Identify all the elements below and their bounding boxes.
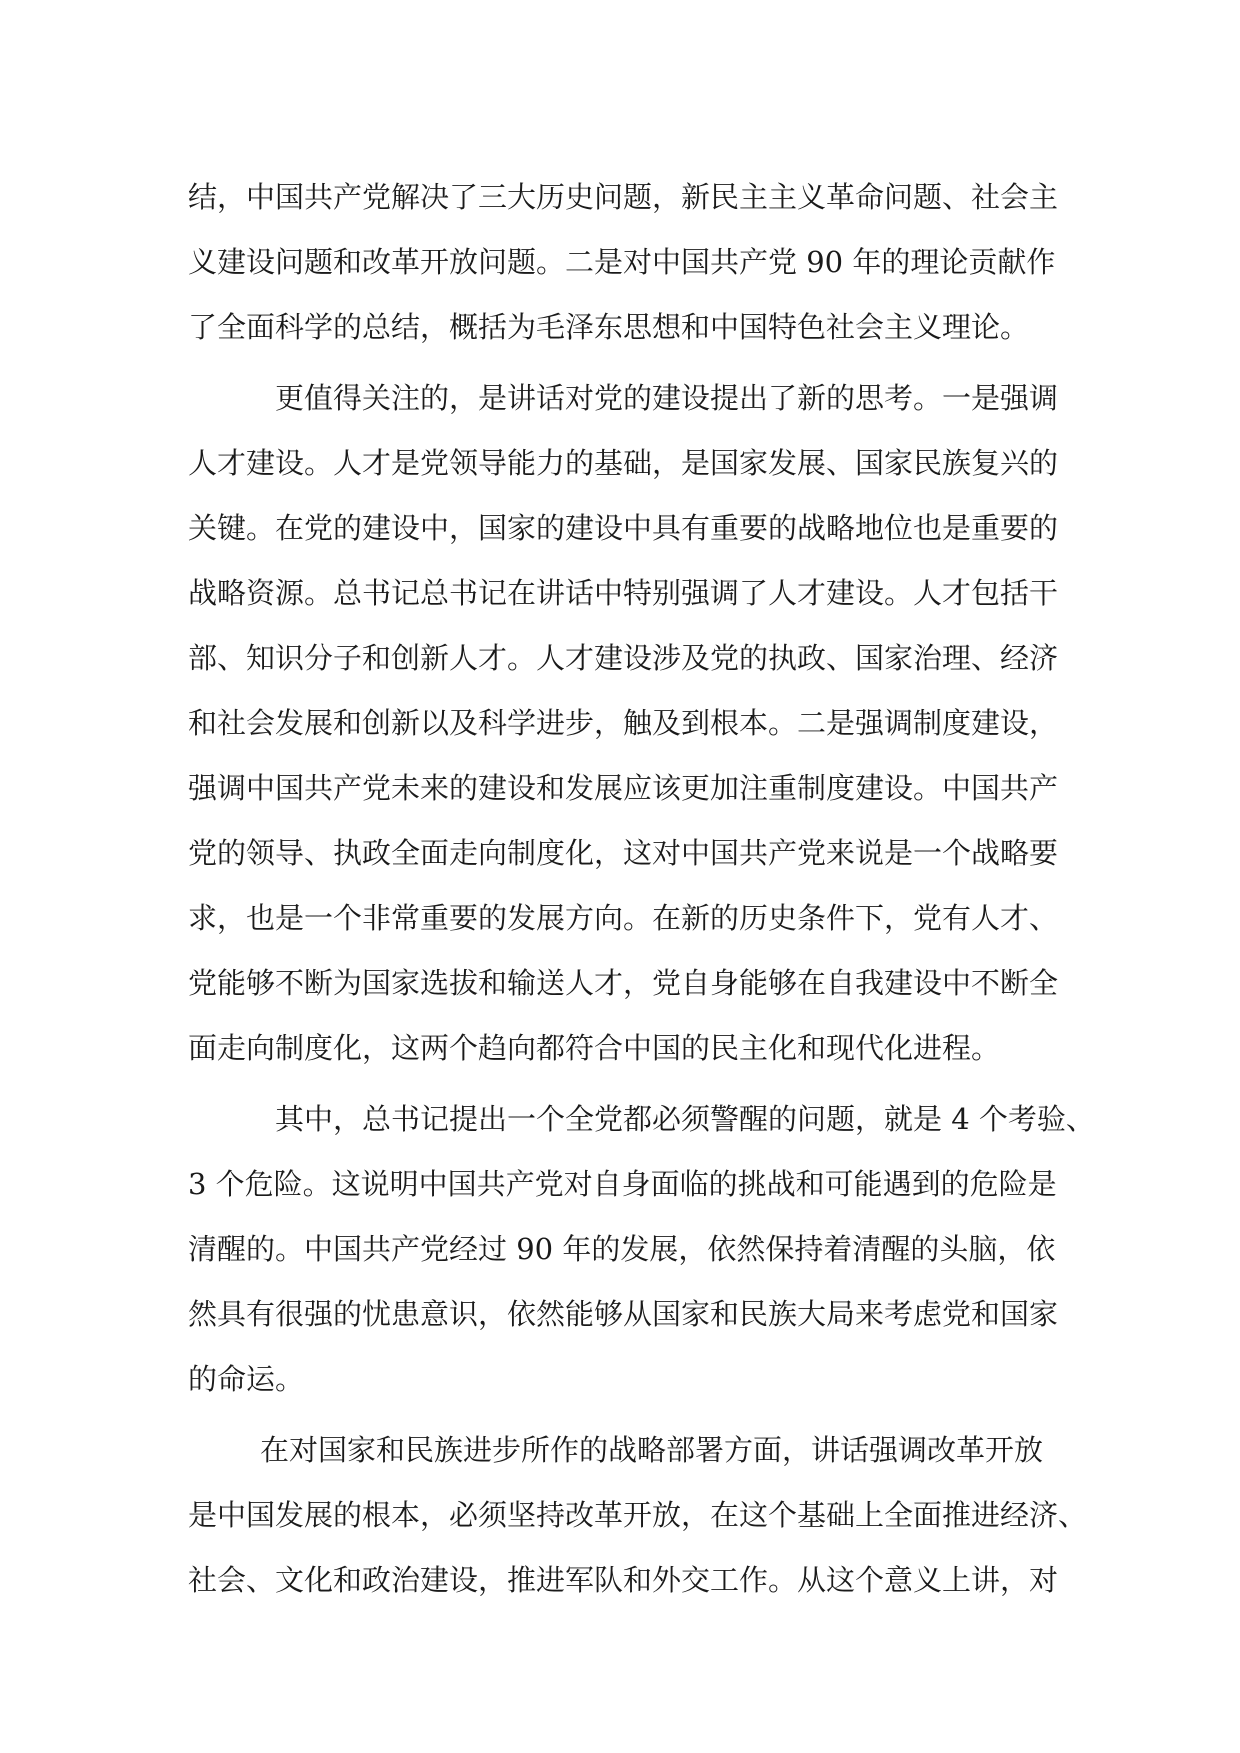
text-line [0, 1482, 1240, 1548]
text-line [0, 1015, 1240, 1081]
text-line [0, 820, 1240, 886]
paragraph-first-line [0, 365, 1240, 431]
text-line-content: 战略资源。总书记总书记在讲话中特别强调了人才建设。人才包括干 [188, 576, 1059, 610]
text-line-content: 清醒的。中国共产党经过 90 年的发展，依然保持着清醒的头脑，依 [188, 1232, 1056, 1266]
paragraph-first-line [0, 1417, 1240, 1483]
text-line-content: 关键。在党的建设中，国家的建设中具有重要的战略地位也是重要的 [188, 511, 1059, 545]
text-line-content: 在对国家和民族进步所作的战略部署方面，讲话强调改革开放 [260, 1433, 1044, 1467]
text-line-content: 其中，总书记提出一个全党都必须警醒的问题，就是 4 个考验、 [275, 1102, 1095, 1136]
text-line-content: 社会、文化和政治建设，推进军队和外交工作。从这个意义上讲，对 [188, 1563, 1059, 1597]
text-line [0, 950, 1240, 1016]
text-line-content: 部、知识分子和创新人才。人才建设涉及党的执政、国家治理、经济 [188, 641, 1059, 675]
text-line-content: 和社会发展和创新以及科学进步，触及到根本。二是强调制度建设， [188, 706, 1059, 740]
text-line [0, 229, 1240, 295]
text-line [0, 755, 1240, 821]
text-line-content: 了全面科学的总结，概括为毛泽东思想和中国特色社会主义理论。 [188, 310, 1030, 344]
text-line [0, 1281, 1240, 1347]
text-line [0, 495, 1240, 561]
text-line [0, 690, 1240, 756]
text-line-content: 强调中国共产党未来的建设和发展应该更加注重制度建设。中国共产 [188, 771, 1059, 805]
text-line-content: 的命运。 [188, 1362, 305, 1396]
text-line-content: 是中国发展的根本，必须坚持改革开放，在这个基础上全面推进经济、 [188, 1498, 1088, 1532]
text-line [0, 1346, 1240, 1412]
text-line-content: 党能够不断为国家选拔和输送人才，党自身能够在自我建设中不断全 [188, 966, 1059, 1000]
text-line [0, 1151, 1240, 1217]
text-line [0, 1216, 1240, 1282]
text-line-content: 然具有很强的忧患意识，依然能够从国家和民族大局来考虑党和国家 [188, 1297, 1059, 1331]
text-line [0, 430, 1240, 496]
text-line [0, 885, 1240, 951]
text-line [0, 625, 1240, 691]
text-line-content: 求，也是一个非常重要的发展方向。在新的历史条件下，党有人才、 [188, 901, 1059, 935]
text-line [0, 1547, 1240, 1613]
text-line [0, 294, 1240, 360]
text-line [0, 560, 1240, 626]
text-line-content: 面走向制度化，这两个趋向都符合中国的民主化和现代化进程。 [188, 1031, 1001, 1065]
text-line-content: 更值得关注的，是讲话对党的建设提出了新的思考。一是强调 [275, 381, 1059, 415]
paragraph-first-line [0, 1086, 1240, 1152]
text-line-content: 人才建设。人才是党领导能力的基础，是国家发展、国家民族复兴的 [188, 446, 1059, 480]
text-line [0, 164, 1240, 230]
text-line-content: 结，中国共产党解决了三大历史问题，新民主主义革命问题、社会主 [188, 180, 1059, 214]
text-line-content: 义建设问题和改革开放问题。二是对中国共产党 90 年的理论贡献作 [188, 245, 1056, 279]
text-line-content: 3 个危险。这说明中国共产党对自身面临的挑战和可能遇到的危险是 [188, 1167, 1057, 1201]
text-line-content: 党的领导、执政全面走向制度化，这对中国共产党来说是一个战略要 [188, 836, 1059, 870]
